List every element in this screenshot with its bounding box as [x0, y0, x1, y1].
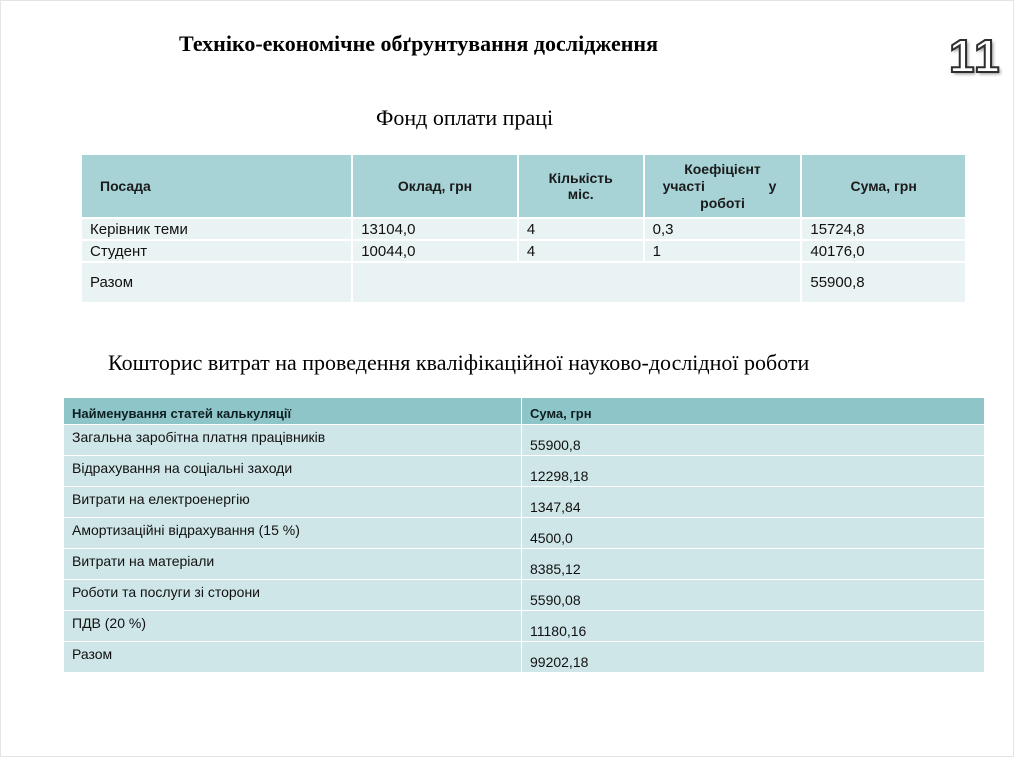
table-row — [64, 611, 985, 642]
payroll-table — [80, 153, 967, 304]
header-coef-line2b: у — [768, 177, 777, 194]
cell-sum: 99202,18 — [522, 642, 985, 673]
payroll-header-row — [81, 154, 966, 218]
cell-sum: 15724,8 — [801, 218, 966, 240]
cell-salary: 10044,0 — [352, 240, 518, 262]
cell-item: Роботи та послуги зі сторони — [64, 580, 522, 611]
header-position: Посада — [81, 154, 352, 218]
table-row — [64, 425, 985, 456]
header-months-line1: Кількість — [548, 170, 613, 186]
cell-sum: 12298,18 — [522, 456, 985, 487]
cell-sum: 11180,16 — [522, 611, 985, 642]
total-sum: 55900,8 — [801, 262, 966, 303]
header-coef-line2a: участі — [662, 177, 705, 194]
cell-sum: 5590,08 — [522, 580, 985, 611]
payroll-heading: Фонд оплати праці — [376, 105, 554, 130]
header-coef-line3: роботі — [700, 194, 745, 211]
cell-item: Загальна заробітна платня працівників — [64, 425, 522, 456]
total-empty-cell — [352, 262, 801, 303]
table-row — [81, 240, 966, 262]
slide-number: 11 — [949, 30, 1002, 82]
table-row — [64, 456, 985, 487]
header-salary: Оклад, грн — [352, 154, 518, 218]
cell-sum: 55900,8 — [522, 425, 985, 456]
table-row — [64, 487, 985, 518]
cell-item: Відрахування на соціальні заходи — [64, 456, 522, 487]
table-row — [81, 218, 966, 240]
cell-item: Витрати на матеріали — [64, 549, 522, 580]
total-row — [64, 642, 985, 673]
header-coefficient — [644, 154, 802, 218]
cell-sum: 40176,0 — [801, 240, 966, 262]
cell-salary: 13104,0 — [352, 218, 518, 240]
cell-coef: 1 — [644, 240, 802, 262]
cell-sum: 8385,12 — [522, 549, 985, 580]
budget-header-row — [64, 398, 985, 425]
cell-item: ПДВ (20 %) — [64, 611, 522, 642]
cell-sum: 4500,0 — [522, 518, 985, 549]
cell-position: Студент — [81, 240, 352, 262]
cell-months: 4 — [518, 240, 644, 262]
header-sum: Сума, грн — [522, 398, 985, 425]
cell-sum: 1347,84 — [522, 487, 985, 518]
cell-item: Амортизаційні відрахування (15 %) — [64, 518, 522, 549]
cell-coef: 0,3 — [644, 218, 802, 240]
total-row — [81, 262, 966, 303]
header-sum: Сума, грн — [801, 154, 966, 218]
header-months-line2: міс. — [567, 186, 594, 202]
cell-months: 4 — [518, 218, 644, 240]
cell-item: Витрати на електроенергію — [64, 487, 522, 518]
cell-position: Керівник теми — [81, 218, 352, 240]
header-item: Найменування статей калькуляції — [64, 398, 522, 425]
page-title: Техніко-економічне обґрунтування дослідження — [179, 31, 659, 56]
total-label: Разом — [81, 262, 352, 303]
table-row — [64, 580, 985, 611]
cell-item: Разом — [64, 642, 522, 673]
header-coef-line1: Коефіцієнт — [684, 160, 761, 177]
budget-heading: Кошторис витрат на проведення кваліфікаційної науково-дослідної роботи — [108, 350, 810, 375]
table-row — [64, 518, 985, 549]
table-row — [64, 549, 985, 580]
budget-table — [63, 397, 985, 673]
header-months — [518, 154, 644, 218]
